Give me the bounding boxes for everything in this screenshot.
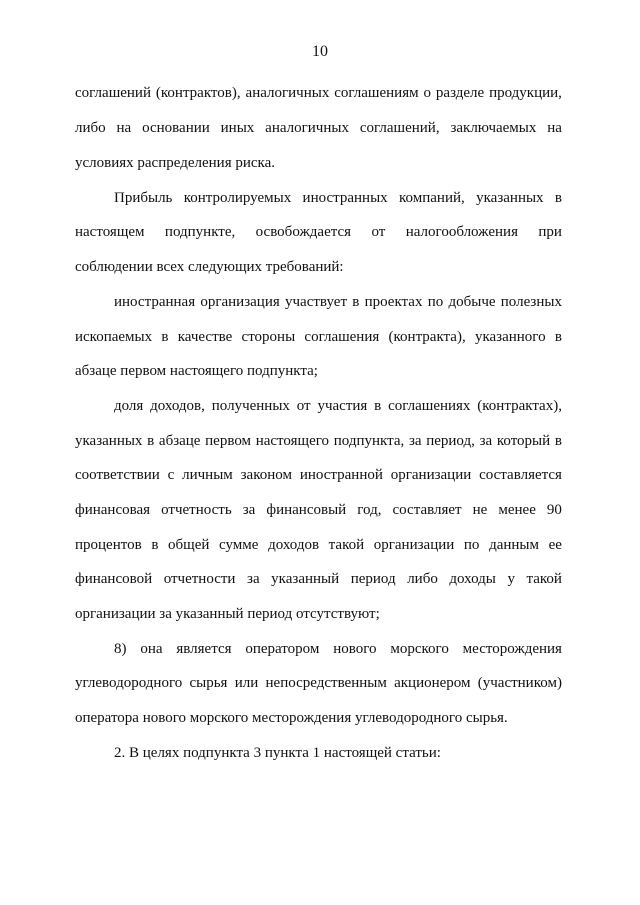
word: налогообложения xyxy=(405,224,518,240)
word: качестве xyxy=(177,329,233,345)
word: аналогичных xyxy=(245,85,330,101)
word: за xyxy=(247,571,260,587)
word: является xyxy=(176,641,232,657)
text-line: организации за указанный период отсутствуют; xyxy=(75,606,380,622)
word: в xyxy=(374,398,382,414)
word: в xyxy=(147,433,155,449)
word: (контрактов), xyxy=(155,85,241,101)
word: подпункта, xyxy=(333,433,405,449)
word: добыче xyxy=(448,294,496,310)
word: который xyxy=(496,433,551,449)
word: при xyxy=(538,224,562,240)
word: полезных xyxy=(500,294,562,310)
word: в xyxy=(151,537,159,553)
word: оператором xyxy=(245,641,320,657)
word: в xyxy=(161,329,169,345)
word: от xyxy=(296,398,311,414)
word: соглашений, xyxy=(359,120,440,136)
word: составляет xyxy=(392,502,462,518)
word: организации xyxy=(373,537,455,553)
word: организации xyxy=(390,467,472,483)
text-line xyxy=(75,222,562,242)
word: стороны xyxy=(241,329,296,345)
word: иностранных xyxy=(302,190,388,206)
word: аналогичных xyxy=(265,120,349,136)
word: отчетности xyxy=(163,571,236,587)
word: Прибыль xyxy=(114,190,173,206)
word: составляется xyxy=(479,467,562,483)
word: по xyxy=(463,537,480,553)
word: морского xyxy=(390,641,449,657)
word: настоящего xyxy=(255,433,330,449)
word: доля xyxy=(114,398,144,414)
word: с xyxy=(167,467,175,483)
word: такой xyxy=(526,571,562,587)
word: абзаце xyxy=(158,433,201,449)
page-number: 10 xyxy=(312,43,328,60)
word: законом xyxy=(240,467,292,483)
word: по xyxy=(427,294,444,310)
word: организация xyxy=(200,294,280,310)
word: указанный xyxy=(271,571,340,587)
word: данным xyxy=(489,537,539,553)
word: соглашения xyxy=(304,329,380,345)
word: нового xyxy=(333,641,377,657)
word: период, xyxy=(426,433,475,449)
word: она xyxy=(140,641,163,657)
text-line xyxy=(75,673,562,693)
word: общей xyxy=(168,537,210,553)
word: сумме xyxy=(219,537,259,553)
text-line xyxy=(75,465,562,485)
word: за xyxy=(242,502,256,518)
text-line: абзаце первом настоящего подпункта; xyxy=(75,363,318,379)
word: освобождается xyxy=(255,224,352,240)
word: финансовая xyxy=(75,502,151,518)
word: указанных xyxy=(476,190,544,206)
word: 8) xyxy=(114,641,127,657)
word: (участником) xyxy=(477,675,562,691)
text-line xyxy=(114,188,562,208)
word: соглашений xyxy=(75,85,151,101)
word: продукции, xyxy=(489,85,562,101)
word: в xyxy=(554,190,562,206)
word: контролируемых xyxy=(183,190,292,206)
word: в xyxy=(554,433,562,449)
word: на xyxy=(547,120,562,136)
text-line xyxy=(75,327,562,347)
word: месторождения xyxy=(462,641,562,657)
word: от xyxy=(371,224,386,240)
word: иностранная xyxy=(114,294,196,310)
word: участвует xyxy=(285,294,347,310)
word: полученных xyxy=(211,398,290,414)
word: соответствии xyxy=(75,467,160,483)
word: (контракта), xyxy=(388,329,466,345)
word: год, xyxy=(357,502,382,518)
word: компаний, xyxy=(399,190,465,206)
word: первом xyxy=(205,433,252,449)
text-line: условиях распределения риска. xyxy=(75,155,275,171)
word: указанных xyxy=(75,433,143,449)
text-line xyxy=(114,396,562,416)
text-line xyxy=(75,118,562,138)
word: доходов, xyxy=(150,398,205,414)
word: проектах xyxy=(364,294,423,310)
word: подпункте, xyxy=(164,224,236,240)
text-line xyxy=(75,83,562,103)
text-line: оператора нового морского месторождения углеводородного сырья. xyxy=(75,710,508,726)
word: о xyxy=(423,85,431,101)
word: финансовый xyxy=(266,502,347,518)
word: за xyxy=(408,433,422,449)
word: менее xyxy=(498,502,536,518)
text-line: соблюдении всех следующих требований: xyxy=(75,259,344,275)
word: 90 xyxy=(546,502,562,518)
word: либо xyxy=(75,120,106,136)
text-line xyxy=(114,292,562,312)
word: (контрактах), xyxy=(477,398,562,414)
word: участия xyxy=(317,398,368,414)
word: личным xyxy=(182,467,233,483)
word: у xyxy=(507,571,515,587)
word: не xyxy=(472,502,488,518)
text-line xyxy=(75,535,562,555)
word: такой xyxy=(328,537,365,553)
word: разделе xyxy=(435,85,485,101)
word: указанного xyxy=(474,329,546,345)
word: соглашениям xyxy=(334,85,419,101)
word: отчетность xyxy=(161,502,232,518)
word: акционером xyxy=(394,675,471,691)
word: процентов xyxy=(75,537,142,553)
text-line xyxy=(114,639,562,659)
word: ее xyxy=(548,537,562,553)
word: соглашениях xyxy=(388,398,471,414)
word: основании xyxy=(142,120,210,136)
word: сырья xyxy=(189,675,228,691)
word: иных xyxy=(220,120,255,136)
word: финансовой xyxy=(75,571,153,587)
word: углеводородного xyxy=(75,675,183,691)
text-line xyxy=(75,569,562,589)
word: непосредственным xyxy=(265,675,387,691)
word: доходов xyxy=(268,537,320,553)
word: в xyxy=(554,329,562,345)
word: период xyxy=(350,571,396,587)
word: доходы xyxy=(449,571,496,587)
text-line xyxy=(75,500,562,520)
text-line: 2. В целях подпункта 3 пункта 1 настоящей статьи: xyxy=(114,745,441,761)
word: ископаемых xyxy=(75,329,153,345)
text-line xyxy=(75,431,562,451)
word: настоящем xyxy=(75,224,145,240)
word: или xyxy=(234,675,259,691)
word: иностранной xyxy=(299,467,383,483)
word: на xyxy=(116,120,132,136)
word: в xyxy=(352,294,360,310)
word: за xyxy=(479,433,493,449)
word: заключаемых xyxy=(450,120,537,136)
word: либо xyxy=(407,571,438,587)
